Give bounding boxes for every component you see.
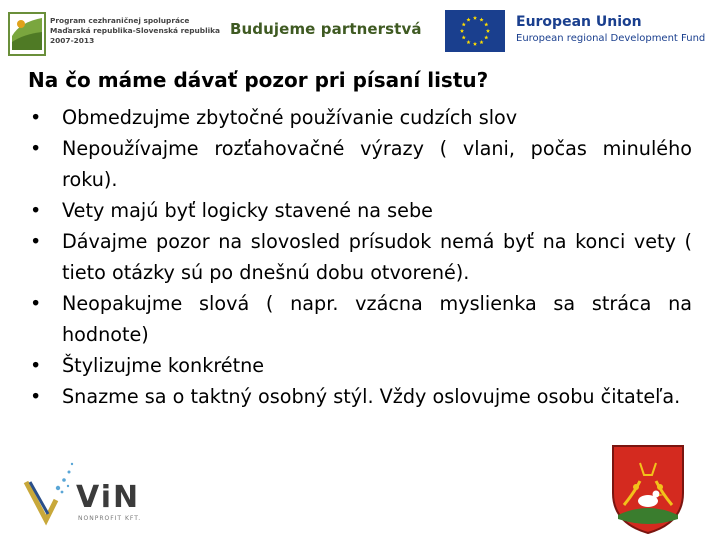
- bullet-item: • Neopakujme slová ( napr. vzácna myslienka sa stráca na hodnote): [28, 288, 692, 350]
- eu-title: European Union: [516, 14, 642, 30]
- bullet-item: • Dávajme pozor na slovosled prísudok nemá byť na konci vety ( tieto otázky sú po dnešnú dobu otvorené).: [28, 226, 692, 288]
- bullet-item: • Obmedzujme zbytočné používanie cudzích slov: [28, 102, 692, 133]
- bullet-item: • Vety majú byť logicky stavené na sebe: [28, 195, 692, 226]
- program-mark-icon: [8, 12, 46, 56]
- coat-of-arms-icon: [610, 443, 686, 535]
- eu-flag-icon: [445, 10, 505, 52]
- bullet-item: • Štylizujme konkrétne: [28, 350, 692, 381]
- bullet-item: • Snazme sa o taktný osobný stýl. Vždy oslovujme osobu čitateľa.: [28, 381, 692, 412]
- eu-subtitle: European regional Development Fund: [516, 33, 706, 44]
- program-line: Maďarská republika-Slovenská republika: [50, 26, 221, 35]
- program-logo: [8, 10, 221, 58]
- bullet-item: • Nepoužívajme rozťahovačné výrazy ( vlani, počas minulého roku).: [28, 133, 692, 195]
- slide-title: Na čo máme dávať pozor pri písaní listu?: [28, 68, 489, 92]
- slogan: Budujeme partnerstvá: [230, 20, 422, 38]
- bullet-list: [28, 102, 692, 412]
- vin-subtitle: NONPROFIT KFT.: [78, 515, 142, 522]
- vin-name: ViN: [76, 480, 141, 515]
- program-line: Program cezhraničnej spolupráce: [50, 16, 190, 25]
- program-line: 2007-2013: [50, 36, 95, 45]
- program-text: [50, 16, 220, 46]
